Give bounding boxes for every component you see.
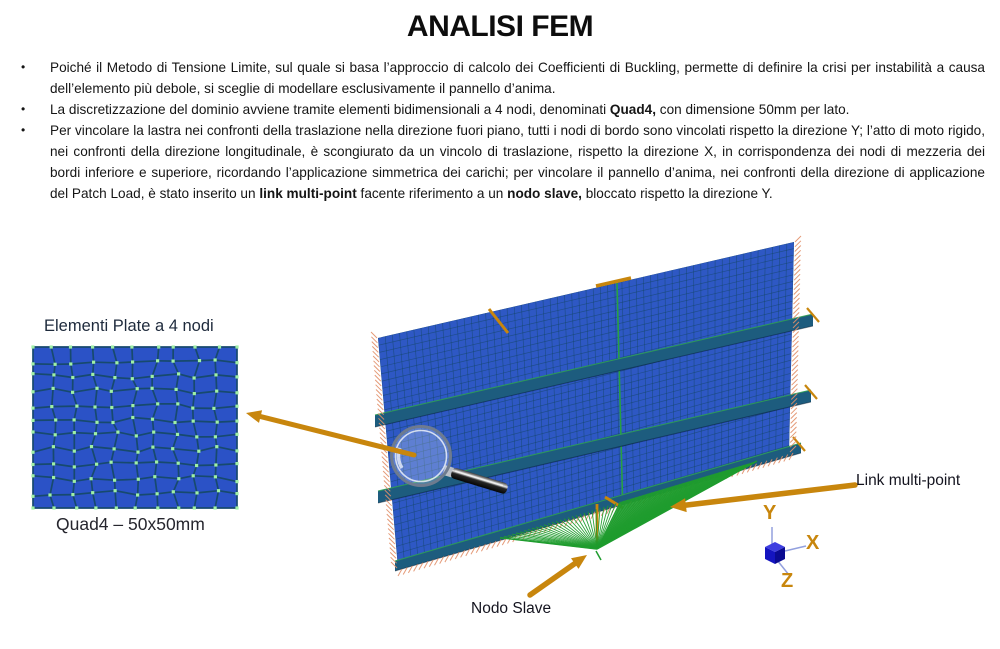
axis-triad-icon: [765, 527, 806, 575]
axis-z-label: Z: [781, 570, 794, 592]
bullet-glyph: •: [21, 123, 26, 137]
bullet-text: Per vincolare la lastra nei confronti della traslazione nella direzione fuori piano, tutti i nodi di bordo sono vincolati rispetto la direzione Y; l’atto di moto rigido, nei confronti della direzione longitudinale, è scongiurato da un vincolo di traslazione, rispetto la direzione X, in corrispondenza dei nodi di mezzeria dei bordi inferiore e superiore, ricordando l’applicazione simmetrica dei carichi; per vincolare il pannello d’anima, nei confronti della direzione di applicazione del Patch Load, è stato inserito un link multi-point facente riferimento a un nodo slave, bloccato rispetto la direzione Y.: [50, 123, 985, 201]
axis-x-label: X: [806, 532, 820, 554]
slide-title: ANALISI FEM: [406, 10, 594, 43]
bullet-text: Poiché il Metodo di Tensione Limite, sul quale si basa l’approccio di calcolo dei Coefficienti di Buckling, permette di definire la crisi per instabilità a causa dell’elemento più debole, si sceglie di modellare esclusivamente il pannello d’anima.: [50, 60, 985, 96]
bullet-glyph: •: [21, 102, 26, 116]
axis-y-label: Y: [763, 502, 777, 524]
nodo-slave-label: Nodo Slave: [471, 600, 552, 617]
inset-title: Elementi Plate a 4 nodi: [44, 317, 214, 335]
bullet-text: La discretizzazione del dominio avviene tramite elementi bidimensionali a 4 nodi, denominati Quad4, con dimensione 50mm per lato.: [50, 102, 850, 117]
inset-mesh-image: [31, 345, 238, 509]
inset-caption: Quad4 – 50x50mm: [56, 514, 205, 534]
nodo-slave-arrow: [530, 555, 587, 595]
bullet-glyph: •: [21, 60, 26, 74]
link-multipoint-label: Link multi-point: [856, 472, 961, 489]
